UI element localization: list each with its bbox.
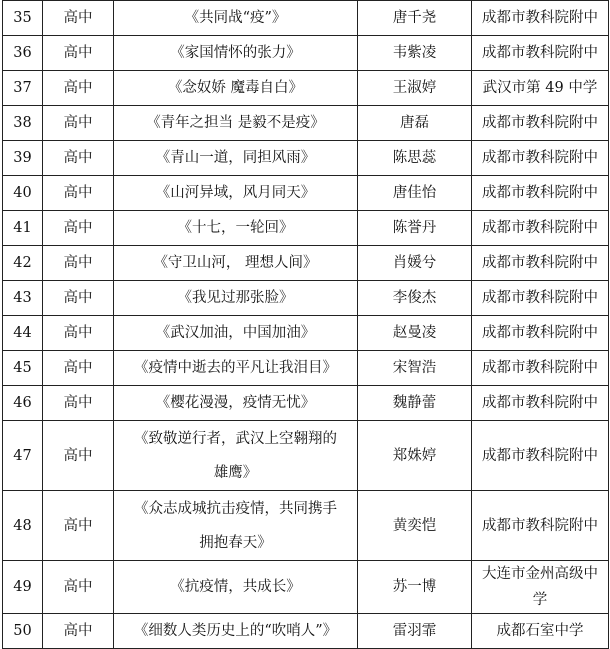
school-level: 高中 bbox=[43, 211, 114, 246]
row-number: 39 bbox=[3, 141, 43, 176]
author-name: 赵曼凌 bbox=[358, 316, 472, 351]
award-list-table bbox=[2, 0, 609, 649]
school-name: 武汉市第 49 中学 bbox=[472, 71, 609, 106]
table-row bbox=[3, 71, 609, 106]
row-number: 46 bbox=[3, 386, 43, 421]
row-number: 50 bbox=[3, 614, 43, 649]
school-name: 大连市金州高级中学 bbox=[472, 561, 609, 614]
school-level: 高中 bbox=[43, 71, 114, 106]
row-number: 47 bbox=[3, 421, 43, 491]
table-row bbox=[3, 106, 609, 141]
school-name: 成都市教科院附中 bbox=[472, 351, 609, 386]
author-name: 宋智浩 bbox=[358, 351, 472, 386]
work-title: 《青山一道，同担风雨》 bbox=[114, 141, 358, 176]
school-level: 高中 bbox=[43, 36, 114, 71]
row-number: 42 bbox=[3, 246, 43, 281]
table-row bbox=[3, 316, 609, 351]
table-row bbox=[3, 386, 609, 421]
author-name: 唐千尧 bbox=[358, 1, 472, 36]
work-title: 《我见过那张脸》 bbox=[114, 281, 358, 316]
table-row bbox=[3, 351, 609, 386]
school-name: 成都市教科院附中 bbox=[472, 421, 609, 491]
table-row bbox=[3, 36, 609, 71]
work-title: 《青年之担当 是毅不是疫》 bbox=[114, 106, 358, 141]
author-name: 苏一博 bbox=[358, 561, 472, 614]
work-title: 《家国情怀的张力》 bbox=[114, 36, 358, 71]
row-number: 35 bbox=[3, 1, 43, 36]
work-title: 《疫情中逝去的平凡让我泪目》 bbox=[114, 351, 358, 386]
author-name: 王淑婷 bbox=[358, 71, 472, 106]
table-row bbox=[3, 491, 609, 561]
table-row bbox=[3, 281, 609, 316]
author-name: 李俊杰 bbox=[358, 281, 472, 316]
table-row bbox=[3, 1, 609, 36]
author-name: 韦紫凌 bbox=[358, 36, 472, 71]
school-name: 成都市教科院附中 bbox=[472, 316, 609, 351]
author-name: 郑姝婷 bbox=[358, 421, 472, 491]
row-number: 36 bbox=[3, 36, 43, 71]
school-level: 高中 bbox=[43, 491, 114, 561]
school-level: 高中 bbox=[43, 614, 114, 649]
school-name: 成都市教科院附中 bbox=[472, 106, 609, 141]
work-title: 《共同战“疫”》 bbox=[114, 1, 358, 36]
author-name: 陈思蕊 bbox=[358, 141, 472, 176]
school-name: 成都市教科院附中 bbox=[472, 176, 609, 211]
school-level: 高中 bbox=[43, 316, 114, 351]
school-level: 高中 bbox=[43, 351, 114, 386]
work-title: 《念奴娇 魔毒自白》 bbox=[114, 71, 358, 106]
row-number: 44 bbox=[3, 316, 43, 351]
row-number: 37 bbox=[3, 71, 43, 106]
author-name: 魏静蕾 bbox=[358, 386, 472, 421]
author-name: 雷羽霏 bbox=[358, 614, 472, 649]
school-level: 高中 bbox=[43, 246, 114, 281]
table-row bbox=[3, 561, 609, 614]
school-name: 成都市教科院附中 bbox=[472, 246, 609, 281]
work-title: 《十七，一轮回》 bbox=[114, 211, 358, 246]
school-level: 高中 bbox=[43, 141, 114, 176]
author-name: 黄奕恺 bbox=[358, 491, 472, 561]
school-name: 成都市教科院附中 bbox=[472, 386, 609, 421]
table-row bbox=[3, 176, 609, 211]
school-level: 高中 bbox=[43, 561, 114, 614]
work-title: 《守卫山河， 理想人间》 bbox=[114, 246, 358, 281]
school-level: 高中 bbox=[43, 421, 114, 491]
table-row bbox=[3, 246, 609, 281]
school-level: 高中 bbox=[43, 386, 114, 421]
work-title: 《武汉加油，中国加油》 bbox=[114, 316, 358, 351]
author-name: 陈誉丹 bbox=[358, 211, 472, 246]
work-title: 《众志成城抗击疫情，共同携手拥抱春天》 bbox=[114, 491, 358, 561]
row-number: 48 bbox=[3, 491, 43, 561]
row-number: 38 bbox=[3, 106, 43, 141]
author-name: 唐磊 bbox=[358, 106, 472, 141]
table-row bbox=[3, 141, 609, 176]
school-name: 成都市教科院附中 bbox=[472, 491, 609, 561]
school-level: 高中 bbox=[43, 281, 114, 316]
work-title: 《细数人类历史上的“吹哨人”》 bbox=[114, 614, 358, 649]
school-name: 成都市教科院附中 bbox=[472, 281, 609, 316]
school-name: 成都市教科院附中 bbox=[472, 36, 609, 71]
row-number: 45 bbox=[3, 351, 43, 386]
school-level: 高中 bbox=[43, 1, 114, 36]
work-title: 《山河异域，风月同天》 bbox=[114, 176, 358, 211]
school-name: 成都石室中学 bbox=[472, 614, 609, 649]
author-name: 唐佳怡 bbox=[358, 176, 472, 211]
table-row bbox=[3, 211, 609, 246]
work-title: 《樱花漫漫，疫情无忧》 bbox=[114, 386, 358, 421]
author-name: 肖媛兮 bbox=[358, 246, 472, 281]
school-level: 高中 bbox=[43, 106, 114, 141]
row-number: 43 bbox=[3, 281, 43, 316]
row-number: 40 bbox=[3, 176, 43, 211]
work-title: 《致敬逆行者，武汉上空翱翔的雄鹰》 bbox=[114, 421, 358, 491]
row-number: 41 bbox=[3, 211, 43, 246]
work-title: 《抗疫情，共成长》 bbox=[114, 561, 358, 614]
table-row bbox=[3, 421, 609, 491]
school-level: 高中 bbox=[43, 176, 114, 211]
school-name: 成都市教科院附中 bbox=[472, 141, 609, 176]
school-name: 成都市教科院附中 bbox=[472, 211, 609, 246]
row-number: 49 bbox=[3, 561, 43, 614]
table-row bbox=[3, 614, 609, 649]
school-name: 成都市教科院附中 bbox=[472, 1, 609, 36]
